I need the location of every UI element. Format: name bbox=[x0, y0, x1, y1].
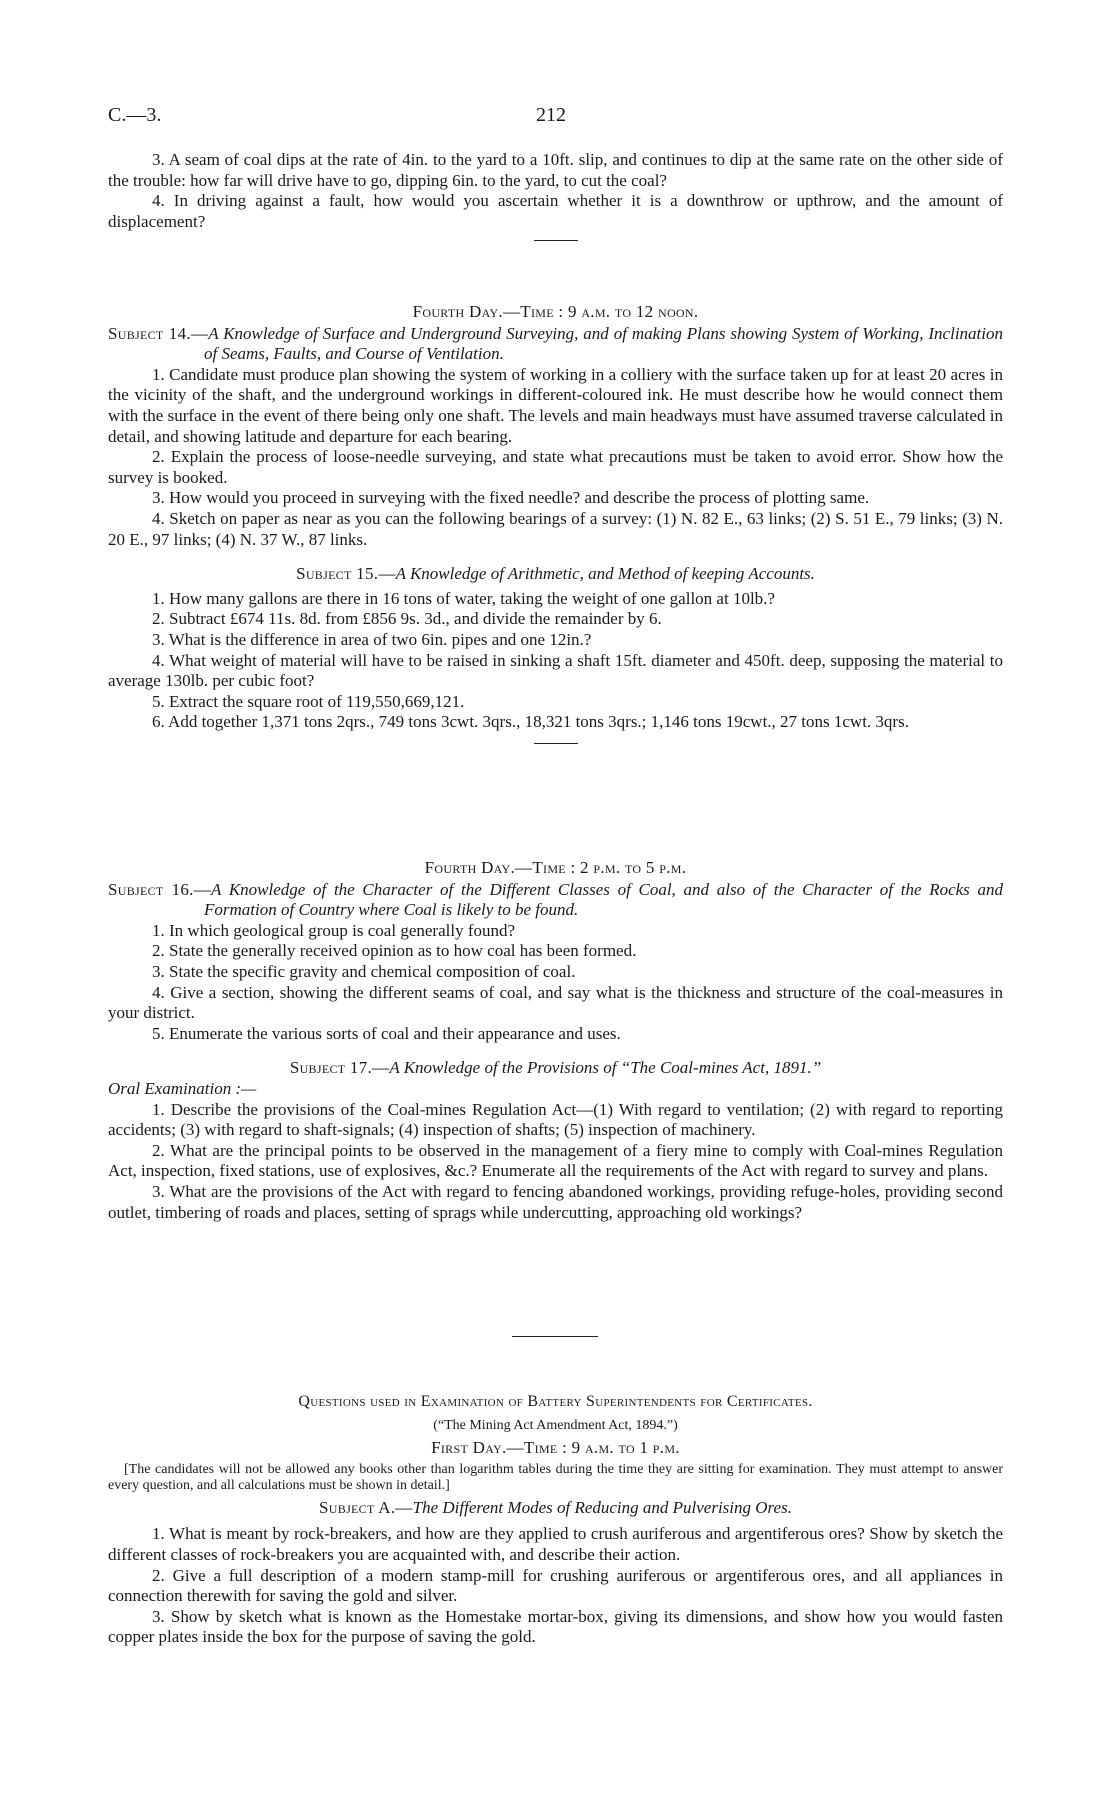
subject-label: Subject A.— bbox=[319, 1497, 413, 1517]
question: 3. Show by sketch what is known as the Homestake mortar-box, giving its dimensions, and show how you would fasten copper plates inside the box for the purpose of saving the gold. bbox=[108, 1606, 1003, 1647]
fourth-day-pm-section bbox=[108, 858, 1003, 1223]
question: 2. Explain the process of loose-needle surveying, and state what precautions must be taken to avoid error. Show how the survey is booked. bbox=[108, 447, 1003, 487]
fourth-day-am-section bbox=[108, 302, 1003, 744]
question: 2. What are the principal points to be observed in the management of a fiery mine to comply with Coal-mines Regulation Act, inspection, fixed stations, use of explosives, &c.? Enumerate all the requirements of the Act with regard to survey and plans. bbox=[108, 1140, 1003, 1181]
continued-questions bbox=[108, 150, 1003, 241]
subject-heading bbox=[108, 880, 1003, 921]
question: 3. What are the provisions of the Act with regard to fencing abandoned workings, providing refuge-holes, providing second outlet, timbering of roads and places, setting of sprags while undercutting, approaching old workings? bbox=[108, 1181, 1003, 1222]
question: 4. Give a section, showing the different seams of coal, and say what is the thickness and structure of the coal-measures in your district. bbox=[108, 982, 1003, 1023]
oral-examination-label: Oral Examination :— bbox=[108, 1078, 257, 1098]
section-divider bbox=[512, 1336, 598, 1337]
subject-heading bbox=[108, 1058, 1003, 1079]
act-reference: (“The Mining Act Amendment Act, 1894.”) bbox=[433, 1417, 678, 1433]
subject-title: The Different Modes of Reducing and Pulverising Ores. bbox=[412, 1497, 792, 1517]
instructions-note: [The candidates will not be allowed any books other than logarithm tables during the time they are sitting for examination. They must attempt to answer every question, and all calculations must be shown in detail.] bbox=[108, 1461, 1003, 1493]
subject-heading bbox=[108, 1498, 1003, 1519]
question: 3. How would you proceed in surveying with the fixed needle? and describe the process of plotting same. bbox=[152, 488, 870, 508]
question: 5. Extract the square root of 119,550,669,121. bbox=[152, 691, 465, 711]
question: 6. Add together 1,371 tons 2qrs., 749 tons 3cwt. 3qrs., 18,321 tons 3qrs.; 1,146 tons 19cwt., 27 tons 1cwt. 3qrs. bbox=[152, 712, 909, 732]
document-code: C.—3. bbox=[108, 104, 162, 126]
section-heading: Fourth Day.—Time : 2 p.m. to 5 p.m. bbox=[424, 858, 687, 877]
question: 1. How many gallons are there in 16 tons of water, taking the weight of one gallon at 10lb.? bbox=[152, 588, 775, 608]
day-heading: First Day.—Time : 9 a.m. to 1 p.m. bbox=[431, 1438, 680, 1458]
subject-title: A Knowledge of the Character of the Different Classes of Coal, and also of the Character of the Rocks and Formation of Country where Coal is likely to be found. bbox=[204, 879, 1004, 920]
question: 2. State the generally received opinion as to how coal has been formed. bbox=[152, 941, 637, 961]
question: 2. Give a full description of a modern stamp-mill for crushing auriferous or argentiferous ores, and all appliances in connection therewith for saving the gold and silver. bbox=[108, 1565, 1003, 1606]
subject-heading bbox=[108, 564, 1003, 585]
question: 4. What weight of material will have to be raised in sinking a shaft 15ft. diameter and 450ft. deep, supposing the material to average 130lb. per cubic foot? bbox=[108, 650, 1003, 691]
subject-label: Subject 14.— bbox=[108, 323, 209, 343]
subject-label: Subject 17.— bbox=[289, 1058, 390, 1078]
page-number: 212 bbox=[536, 104, 566, 126]
divider bbox=[534, 240, 578, 241]
subject-title: A Knowledge of the Provisions of “The Coal-mines Act, 1891.” bbox=[389, 1058, 822, 1078]
question: 1. What is meant by rock-breakers, and how are they applied to crush auriferous and argentiferous ores? Show by sketch the different classes of rock-breakers you are acquainted with, and describe their action. bbox=[108, 1524, 1003, 1564]
question: 4. In driving against a fault, how would you ascertain whether it is a downthrow or upthrow, and the amount of displacement? bbox=[108, 191, 1003, 231]
question: 1. Candidate must produce plan showing the system of working in a colliery with the surface taken up for at least 20 acres in the vicinity of the shaft, and the underground workings in different-coloured ink. He must describe how he would connect them with the surface in the event of there being only one shaft. The levels and main headways must have assumed traverse calculated in detail, and showing latitude and departure for each bearing. bbox=[108, 364, 1003, 446]
question: 5. Enumerate the various sorts of coal and their appearance and uses. bbox=[152, 1023, 621, 1043]
subject-label: Subject 15.— bbox=[296, 564, 396, 584]
battery-title: Questions used in Examination of Battery Superintendents for Certificates. bbox=[298, 1393, 813, 1410]
question: 4. Sketch on paper as near as you can the following bearings of a survey: (1) N. 82 E., 63 links; (2) S. 51 E., 79 links; (3) N. 20 E., 97 links; (4) N. 37 W., 87 links. bbox=[108, 508, 1003, 549]
question: 3. What is the difference in area of two 6in. pipes and one 12in.? bbox=[152, 629, 592, 649]
question: 3. A seam of coal dips at the rate of 4in. to the yard to a 10ft. slip, and continues to dip at the same rate on the other side of the trouble: how far will drive have to go, dipping 6in. to the yard, to cut the coal? bbox=[108, 150, 1003, 190]
subject-title: A Knowledge of Surface and Underground Surveying, and of making Plans showing System of Working, Inclination of Seams, Faults, and Course of Ventilation. bbox=[204, 323, 1003, 364]
question: 1. Describe the provisions of the Coal-mines Regulation Act—(1) With regard to ventilation; (2) with regard to reporting accidents; (3) with regard to shaft-signals; (4) inspection of shafts; (5) inspection of machinery. bbox=[108, 1099, 1003, 1140]
subject-heading bbox=[108, 324, 1003, 365]
question: 2. Subtract £674 11s. 8d. from £856 9s. 3d., and divide the remainder by 6. bbox=[152, 609, 662, 629]
divider bbox=[534, 743, 578, 744]
subject-label: Subject 16.— bbox=[108, 879, 212, 899]
question: 1. In which geological group is coal generally found? bbox=[152, 920, 516, 940]
section-heading: Fourth Day.—Time : 9 a.m. to 12 noon. bbox=[412, 302, 699, 321]
battery-section bbox=[108, 1392, 1003, 1648]
question: 3. State the specific gravity and chemical composition of coal. bbox=[152, 961, 576, 981]
subject-title: A Knowledge of Arithmetic, and Method of keeping Accounts. bbox=[395, 564, 815, 584]
